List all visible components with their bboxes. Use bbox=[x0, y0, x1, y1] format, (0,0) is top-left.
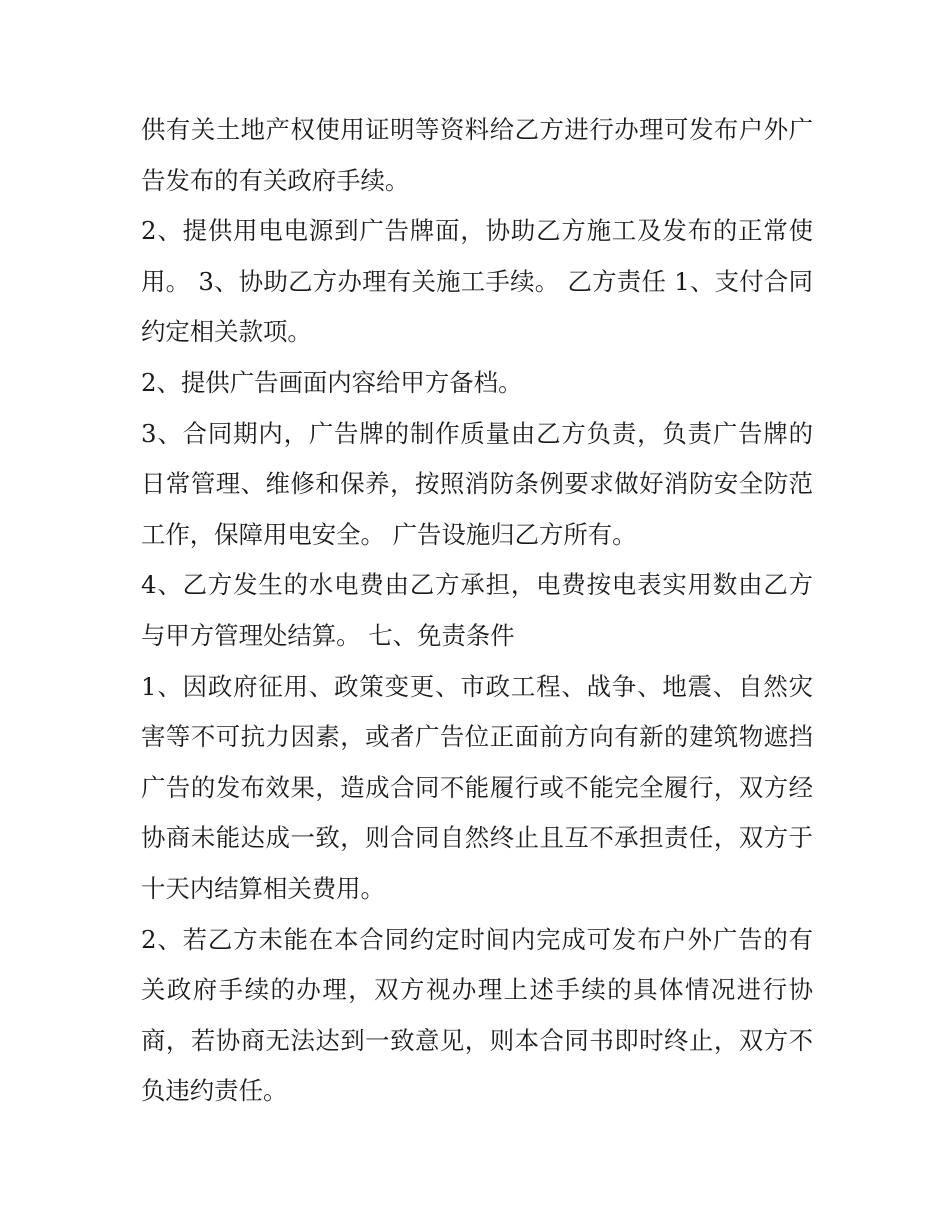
paragraph-ad-content: 2、提供广告画面内容给甲方备档。 bbox=[141, 367, 523, 397]
paragraph-utility-fees: 4、乙方发生的水电费由乙方承担，电费按电表实用数由乙方与甲方管理处结算。 七、免责条件 bbox=[141, 570, 813, 650]
paragraph-force-majeure: 1、因政府征用、政策变更、市政工程、战争、地震、自然灾害等不可抗力因素，或者广告位正面前方向有新的建筑物遮挡广告的发布效果，造成合同不能履行或不能完全履行，双方经协商未能达成一致，则合同自然终止且互不承担责任，双方于十天内结算相关费用。 bbox=[141, 671, 813, 903]
paragraph-document-prep: 供有关土地产权使用证明等资料给乙方进行办理可发布户外广告发布的有关政府手续。 bbox=[141, 115, 813, 195]
paragraph-quality-maintenance: 3、合同期内，广告牌的制作质量由乙方负责，负责广告牌的日常管理、维修和保养，按照消防条例要求做好消防安全防范工作，保障用电安全。 广告设施归乙方所有。 bbox=[141, 418, 813, 549]
paragraph-power-supply: 2、提供用电电源到广告牌面，协助乙方施工及发布的正常使用。 3、协助乙方办理有关施工手续。 乙方责任 1、支付合同约定相关款项。 bbox=[141, 216, 813, 347]
paragraph-government-procedures: 2、若乙方未能在本合同约定时间内完成可发布户外广告的有关政府手续的办理，双方视办理上述手续的具体情况进行协商，若协商无法达到一致意见，则本合同书即时终止，双方不负违约责任。 bbox=[141, 924, 813, 1106]
document-body bbox=[141, 105, 813, 1117]
